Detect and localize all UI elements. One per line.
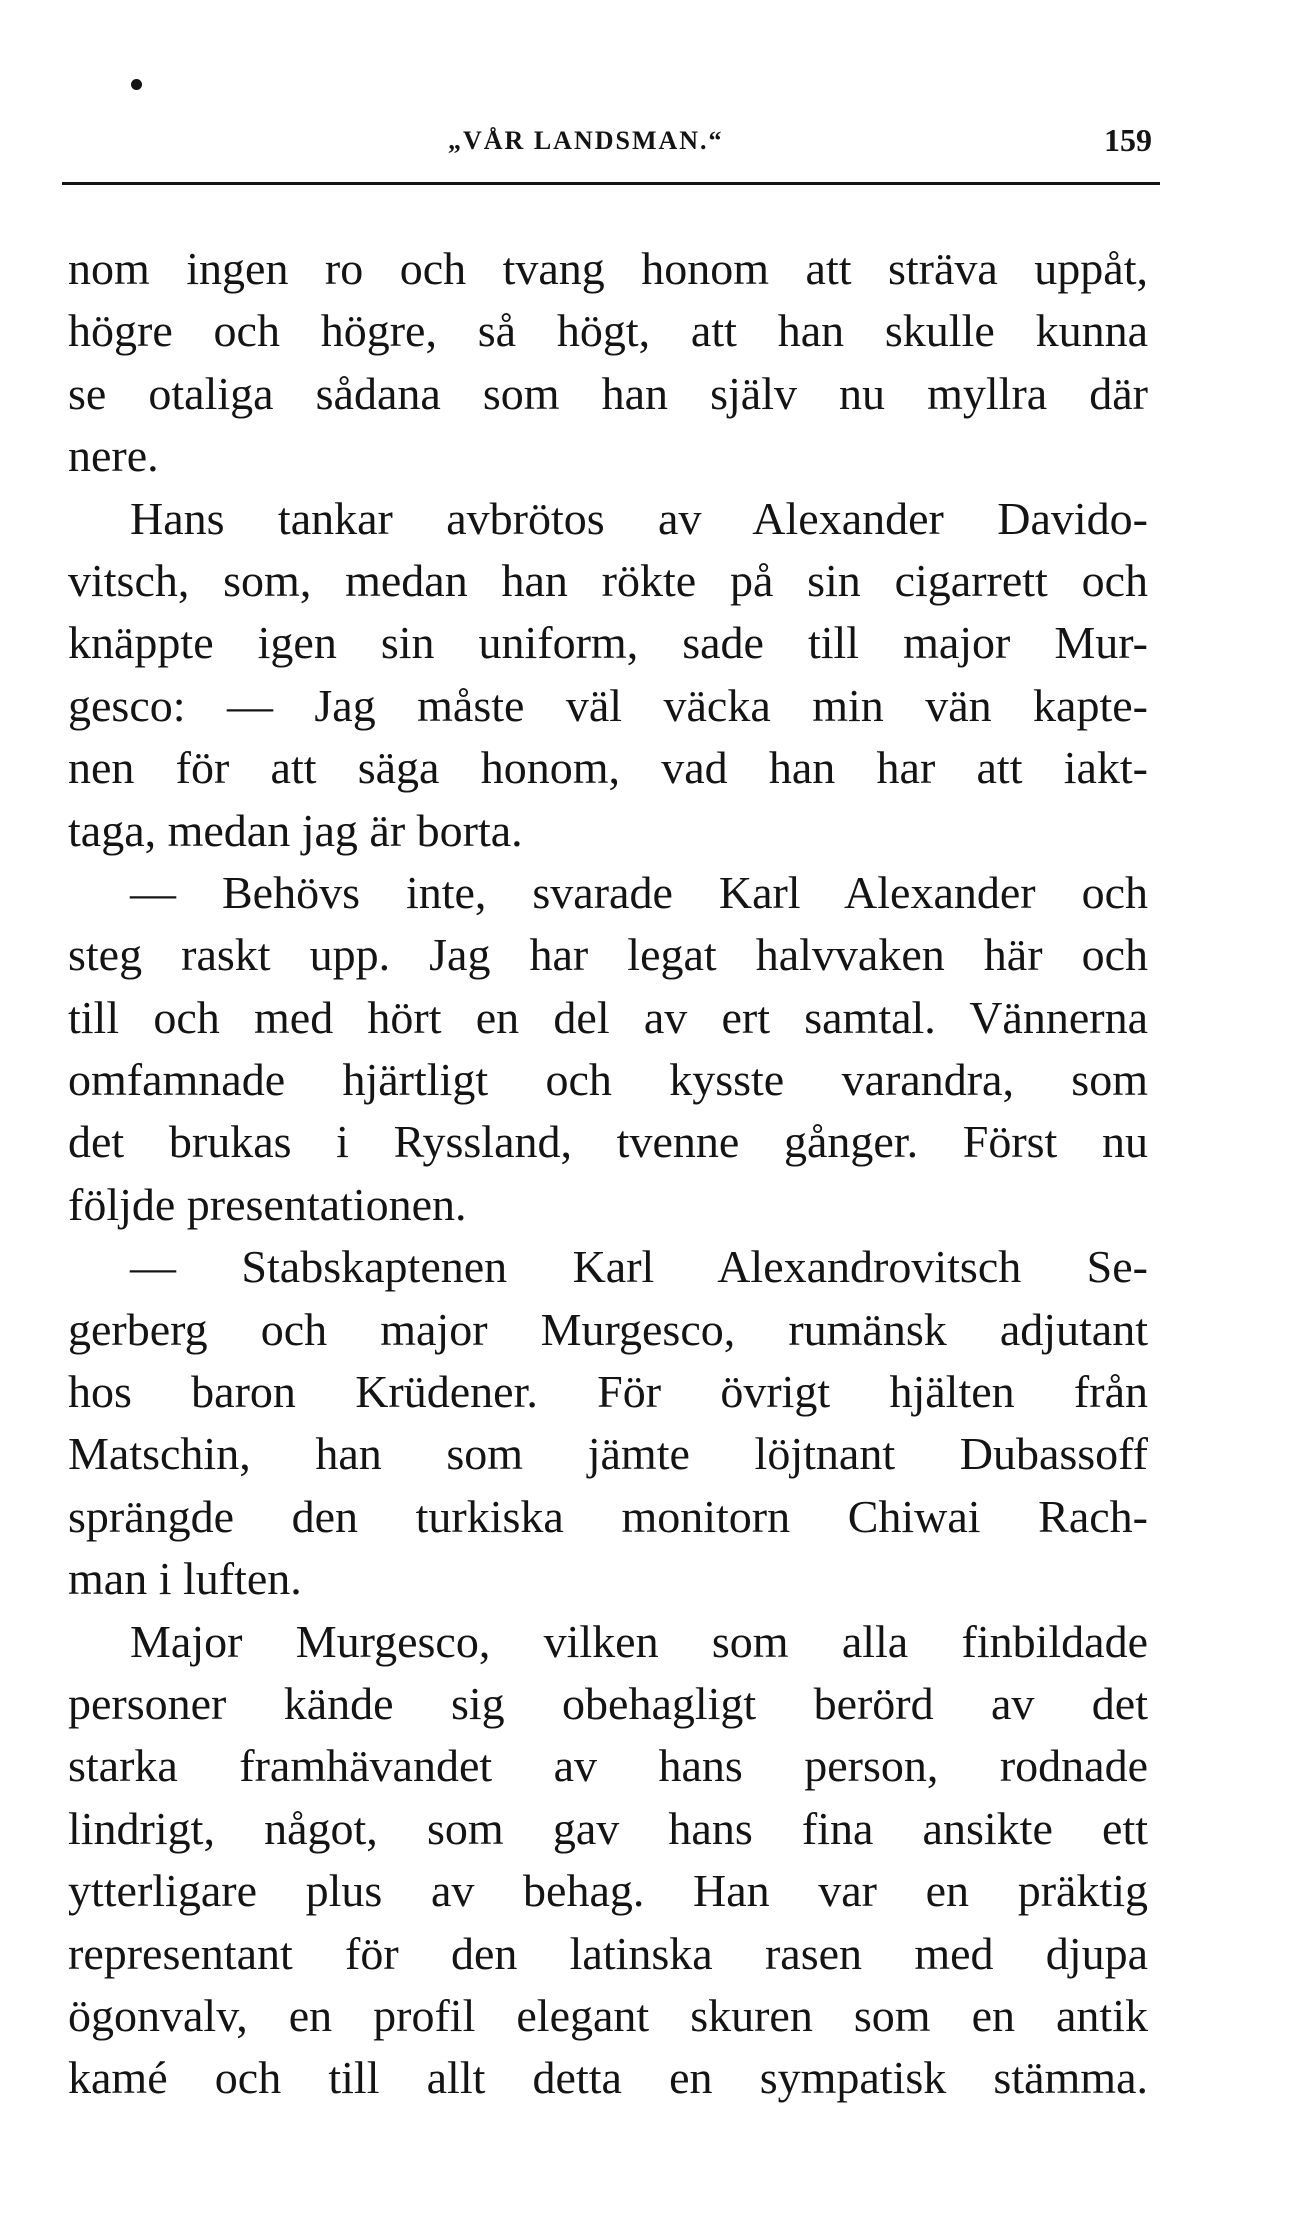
text-line: kamé och till allt detta en sympatisk stämma. [68, 2052, 1148, 2104]
text-line: knäppte igen sin uniform, sade till major Mur- [68, 617, 1148, 669]
ink-dot-mark [131, 79, 142, 90]
text-line: representant för den latinska rasen med djupa [68, 1927, 1148, 1979]
text-line: högre och högre, så högt, att han skulle kunna [68, 305, 1148, 357]
page-number: 159 [1104, 122, 1152, 158]
text-line: till och med hört en del av ert samtal. Vännerna [68, 991, 1148, 1043]
text-line: Major Murgesco, vilken som alla finbildade [130, 1615, 1148, 1667]
running-head [0, 122, 1300, 166]
text-line: det brukas i Ryssland, tvenne gånger. Först nu [68, 1116, 1148, 1168]
text-line: gesco: — Jag måste väl väcka min vän kapte- [68, 679, 1148, 731]
text-line: sprängde den turkiska monitorn Chiwai Rach- [68, 1490, 1148, 1542]
text-line: Hans tankar avbrötos av Alexander Davido- [130, 492, 1148, 544]
text-line: lindrigt, något, som gav hans fina ansikte ett [68, 1802, 1148, 1854]
body-text [68, 238, 1148, 2110]
text-line: gerberg och major Murgesco, rumänsk adjutant [68, 1303, 1148, 1355]
text-line: hos baron Krüdener. För övrigt hjälten från [68, 1366, 1148, 1418]
text-line: ögonvalv, en profil elegant skuren som en antik [68, 1989, 1148, 2041]
text-line: Matschin, han som jämte löjtnant Dubassoff [68, 1428, 1148, 1480]
text-line: — Behövs inte, svarade Karl Alexander och [130, 866, 1148, 918]
text-line: ytterligare plus av behag. Han var en präktig [68, 1865, 1148, 1917]
text-line: nen för att säga honom, vad han har att iakt- [68, 742, 1148, 794]
running-title: „VÅR LANDSMAN.“ [448, 126, 724, 155]
text-line: nom ingen ro och tvang honom att sträva uppåt, [68, 243, 1148, 294]
text-line: taga, medan jag är borta. [68, 804, 523, 856]
text-line: personer kände sig obehagligt berörd av det [68, 1677, 1148, 1729]
text-line: — Stabskaptenen Karl Alexandrovitsch Se- [130, 1241, 1148, 1293]
text-line: omfamnade hjärtligt och kysste varandra, som [68, 1054, 1148, 1106]
text-line: följde presentationen. [68, 1178, 467, 1230]
text-line: se otaliga sådana som han själv nu myllra där [68, 367, 1148, 419]
text-line: starka framhävandet av hans person, rodnade [68, 1740, 1148, 1792]
text-line: steg raskt upp. Jag har legat halvvaken här och [68, 929, 1148, 981]
text-line: vitsch, som, medan han rökte på sin cigarrett och [68, 554, 1148, 606]
header-rule [62, 182, 1160, 185]
text-line: nere. [68, 430, 159, 482]
text-line: man i luften. [68, 1553, 302, 1605]
